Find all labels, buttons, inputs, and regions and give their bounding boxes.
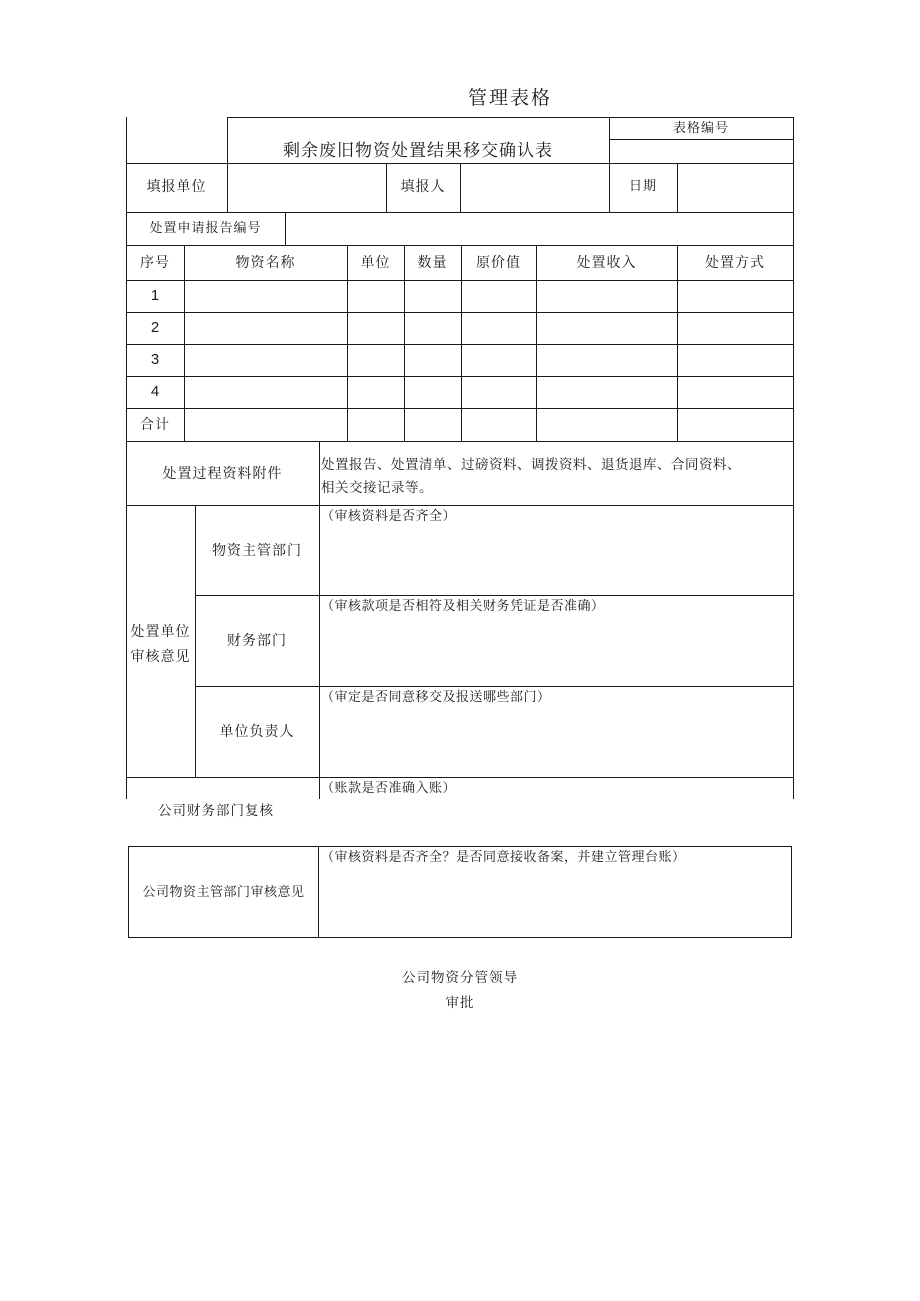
table-row-number: 3	[150, 351, 160, 368]
total-label: 合计	[140, 417, 170, 433]
unit-head-note: （审定是否同意移交及报送哪些部门）	[321, 690, 551, 705]
unit-head-opinion-field[interactable]	[320, 709, 792, 776]
material-dept-label: 物资主管部门	[212, 543, 302, 559]
reporting-unit-label: 填报单位	[146, 179, 207, 195]
reporting-unit-field[interactable]	[228, 164, 385, 211]
column-header-original-value: 原价值	[476, 255, 521, 271]
column-header-unit: 单位	[360, 255, 391, 271]
company-material-label: 公司物资主管部门审核意见	[142, 885, 305, 900]
form-title: 剩余废旧物资处置结果移交确认表	[283, 141, 553, 161]
column-header-disposal-income: 处置收入	[576, 255, 637, 271]
table-row-number: 1	[150, 287, 160, 304]
review-group-label: 处置单位	[130, 624, 191, 640]
material-dept-note: （审核资料是否齐全）	[321, 509, 457, 524]
form-number-label: 表格编号	[672, 121, 729, 136]
company-material-note: （审核资料是否齐全？是否同意接收备案，并建立管理台账）	[321, 850, 686, 865]
finance-dept-opinion-field[interactable]	[320, 618, 792, 685]
application-number-label: 处置申请报告编号	[149, 221, 262, 236]
attachments-text-continued: 相关交接记录等。	[321, 480, 433, 496]
application-number-field[interactable]	[286, 213, 792, 244]
review-group-label-continued: 审核意见	[130, 649, 191, 665]
table-row-number: 2	[150, 319, 160, 336]
table-row-number: 4	[150, 383, 160, 400]
date-label: 日期	[628, 179, 657, 194]
column-header-material-name: 物资名称	[235, 255, 296, 271]
column-header-index: 序号	[140, 255, 170, 271]
column-header-quantity: 数量	[417, 255, 448, 271]
leader-approval-label-continued: 审批	[445, 995, 475, 1011]
company-material-opinion-field[interactable]	[320, 869, 789, 935]
finance-dept-note: （审核款项是否相符及相关财务凭证是否准确）	[321, 599, 605, 614]
reporter-label: 填报人	[400, 179, 446, 195]
unit-head-label: 单位负责人	[219, 724, 295, 740]
attachments-text: 处置报告、处置清单、过磅资料、调拨资料、退货退库、合同资料、	[321, 457, 741, 473]
company-finance-note: （账款是否准确入账）	[321, 781, 457, 796]
material-dept-opinion-field[interactable]	[320, 528, 792, 594]
finance-dept-label: 财务部门	[227, 633, 287, 649]
page-heading: 管理表格	[467, 87, 552, 109]
company-finance-label: 公司财务部门复核	[158, 803, 274, 819]
column-header-disposal-method: 处置方式	[705, 255, 765, 271]
date-field[interactable]	[678, 164, 792, 211]
attachments-label: 处置过程资料附件	[162, 466, 283, 482]
leader-approval-label: 公司物资分管领导	[402, 970, 518, 986]
reporter-field[interactable]	[461, 164, 608, 211]
form-number-field[interactable]	[610, 140, 792, 162]
